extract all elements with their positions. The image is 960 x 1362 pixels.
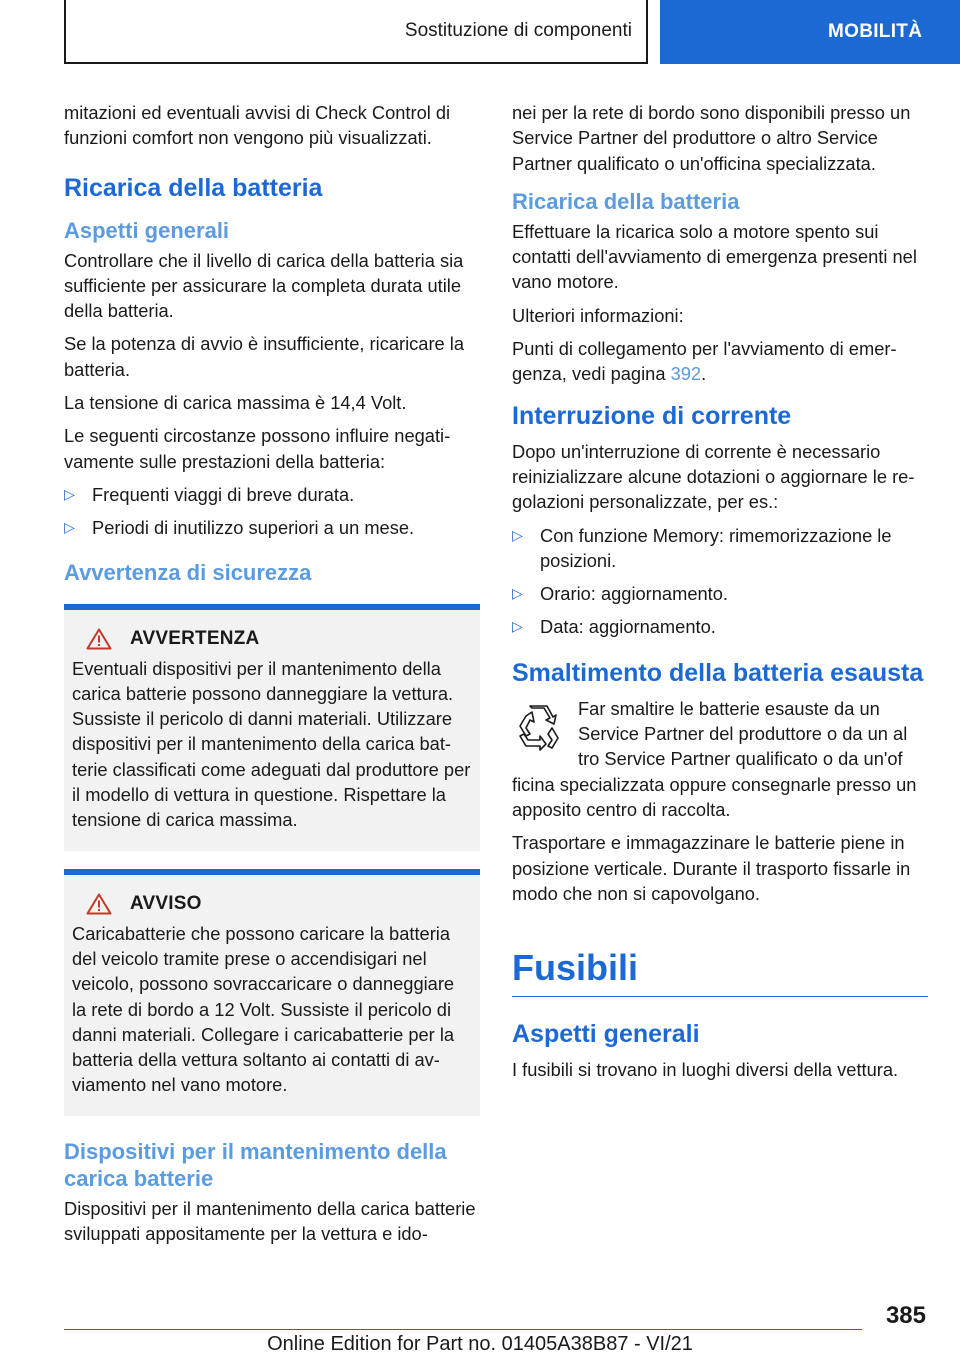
- heading-ricarica: Ricarica della batteria: [64, 173, 323, 202]
- smaltimento-line-2: Service Partner del produttore o da un al: [578, 723, 908, 745]
- heading-aspetti-generali-fusibili: Aspetti generali: [512, 1020, 700, 1049]
- paragraph-ricarica-3: Punti di collegamento per l'avviamento di emergenza, vedi pagina 392.: [512, 338, 897, 385]
- paragraph-dispositivi: Dispositivi per il mantenimento della carica batterie sviluppati appositamente per la vettura e ido-: [64, 1197, 476, 1245]
- circostanze-list: [64, 482, 480, 541]
- list-item: ▷ Periodi di inutilizzo superiori a un mese.: [64, 515, 480, 540]
- heading-fusibili: Fusibili: [512, 947, 638, 989]
- section-title: Sostituzione di componenti: [404, 20, 632, 41]
- triangle-bullet-icon: ▷: [512, 585, 523, 602]
- heading-ricarica-batteria: Ricarica della batteria: [512, 188, 740, 214]
- intro-paragraph: mitazioni ed eventuali avvisi di Check Control di funzioni comfort non vengono più visualizzati.: [64, 102, 451, 149]
- heading-smaltimento: Smaltimento della batteria esausta: [512, 658, 924, 687]
- paragraph-livello: Controllare che il livello di carica della batteria sia sufficiente per assicurare la completa durata utile della batteria.: [64, 249, 464, 322]
- smaltimento-line-3: tro Service Partner qualificato o da un'of: [578, 748, 903, 770]
- warning-triangle-icon: [86, 628, 112, 650]
- warning-box-avviso: [64, 869, 480, 1116]
- smaltimento-rest: ficina specializzata oppure consegnarle presso un apposito centro di raccolta.: [512, 773, 917, 820]
- warning-text: Eventuali dispositivi per il mantenimento della carica batterie possono danneggiare la vettura. Sussiste il pericolo di danni materiali. Utilizzare dispositivi per il mantenimento della carica batterie classificati come adeguati dal produttore per il modello di vettura in questione. Rispettare la tensione di carica massima.: [72, 657, 471, 831]
- paragraph-ricarica-1: Effettuare la ricarica solo a motore spento sui contatti dell'avviamento di emergenza presenti nel vano motore.: [512, 220, 917, 293]
- chapter-title: MOBILITÀ: [828, 21, 923, 42]
- paragraph-interruzione: Dopo un'interruzione di corrente è necessario reinizializzare alcune dotazioni o aggiornare le regolazioni personalizzate, per es.:: [512, 440, 915, 513]
- page-number: 385: [885, 1302, 926, 1329]
- heading-interruzione: Interruzione di corrente: [512, 401, 792, 430]
- header-section-title: [64, 0, 648, 64]
- heading-aspetti-generali: Aspetti generali: [64, 217, 230, 243]
- header-chapter-tab: [660, 0, 960, 64]
- warning-label: AVVISO: [130, 892, 202, 914]
- paragraph-tensione: La tensione di carica massima è 14,4 Volt.: [64, 392, 407, 414]
- fusibili-title-rule: [512, 946, 928, 997]
- list-item: ▷ Data: aggiornamento.: [512, 614, 928, 639]
- warning-box-avvertenza: [64, 604, 480, 851]
- warning-label: AVVERTENZA: [130, 627, 260, 649]
- triangle-bullet-icon: ▷: [512, 618, 523, 635]
- recycle-icon: [512, 702, 564, 754]
- list-item: ▷ Frequenti viaggi di breve durata.: [64, 482, 480, 507]
- smaltimento-block: [512, 696, 928, 822]
- triangle-bullet-icon: ▷: [64, 519, 75, 536]
- list-item: ▷ Orario: aggiornamento.: [512, 581, 928, 606]
- paragraph-continuation: nei per la rete di bordo sono disponibili presso un Service Partner del produttore o altro Service Partner qualificato o un'officina specializzata.: [512, 102, 911, 174]
- right-column: [512, 100, 928, 1090]
- footer-rule: [64, 1329, 862, 1330]
- warning-triangle-icon: [86, 893, 112, 915]
- interruzione-list: [512, 523, 928, 640]
- warning-text: Caricabatterie che possono caricare la batteria del veicolo tramite prese o accendisigari nel veicolo, possono sovraccaricare o danneggiare la rete di bordo a 12 Volt. Sussiste il pericolo di danni materiali. Collegare i caricabatterie per la batteria della vettura soltanto ai contatti di avviamento nel vano motore.: [72, 922, 455, 1096]
- paragraph-trasporto: Trasportare e immagazzinare le batterie piene in posizione verticale. Durante il trasporto fissarle in modo che non si capovolgano.: [512, 832, 911, 904]
- left-column: [64, 100, 480, 1254]
- triangle-bullet-icon: ▷: [512, 526, 523, 543]
- heading-avvertenza-sicurezza: Avvertenza di sicurezza: [64, 559, 312, 585]
- footer-edition: Online Edition for Part no. 01405A38B87 - VI/21: [267, 1333, 693, 1355]
- paragraph-ricarica-2: Ulteriori informazioni:: [512, 304, 684, 326]
- triangle-bullet-icon: ▷: [64, 485, 75, 502]
- paragraph-fusibili: I fusibili si trovano in luoghi diversi della vettura.: [512, 1059, 899, 1081]
- paragraph-circostanze: Le seguenti circostanze possono influire negativamente sulle prestazioni della batteria:: [64, 425, 451, 472]
- smaltimento-line-1: Far smaltire le batterie esauste da un: [578, 697, 880, 719]
- list-item: ▷ Con funzione Memory: rimemorizzazione le posizioni.: [512, 524, 892, 571]
- heading-dispositivi: Dispositivi per il mantenimento della carica batterie: [64, 1138, 447, 1191]
- paragraph-potenza: Se la potenza di avvio è insufficiente, ricaricare la batteria.: [64, 333, 465, 380]
- page-link-392[interactable]: 392: [670, 363, 702, 385]
